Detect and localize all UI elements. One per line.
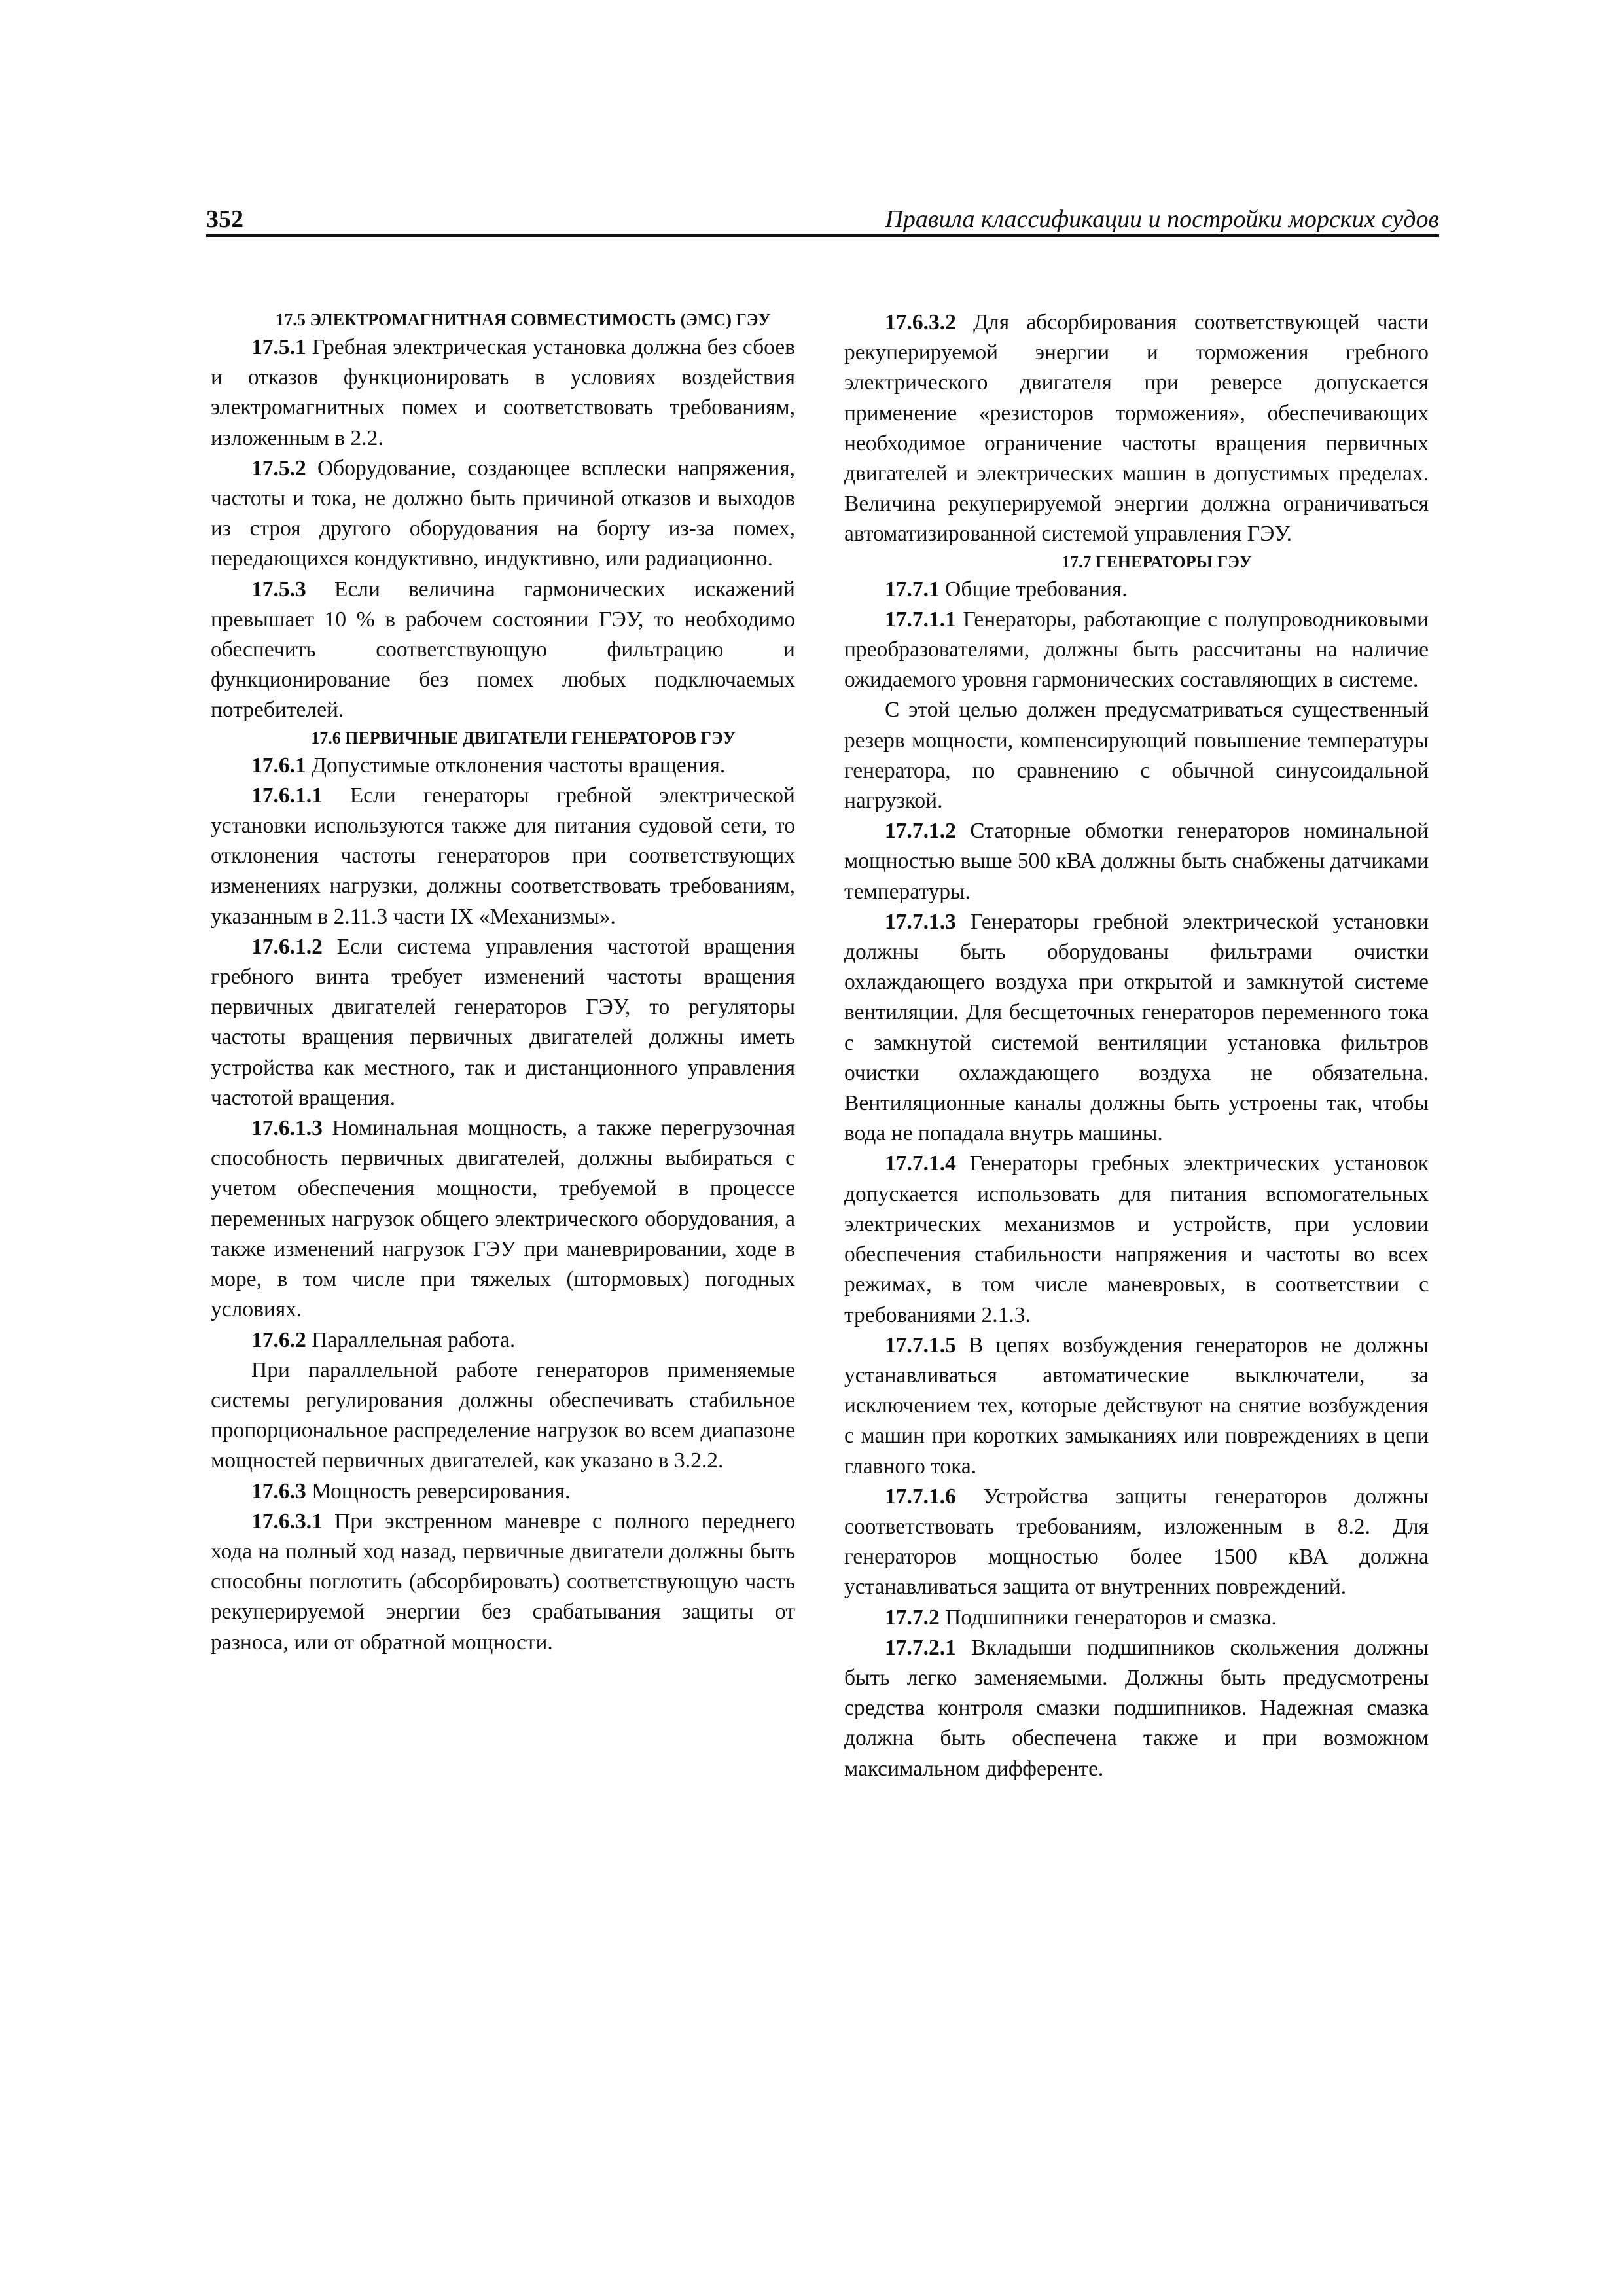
paragraph-17-6-1-2 (211, 932, 795, 1113)
paragraph-17-7-1-1-continued: С этой целью должен предусматриваться существенный резерв мощности, компенсирующий повышение температуры генератора, по сравнению с обычной синусоидальной нагрузкой. (844, 698, 1429, 814)
paragraph-17-6-1-1 (211, 781, 795, 932)
clause-number: 17.5.1 (251, 335, 306, 359)
page-number: 352 (206, 206, 243, 233)
paragraph-17-7-1-1 (844, 605, 1429, 696)
clause-number: 17.7.1.6 (885, 1484, 956, 1509)
clause-text: Оборудование, создающее всплески напряжения, частоты и тока, не должно быть причиной отказов и выходов из строя другого оборудования на борту из-за помех, передающихся кондуктивно, индуктивно, или радиационно. (211, 456, 795, 571)
section-heading-17-5: 17.5 ЭЛЕКТРОМАГНИТНАЯ СОВМЕСТИМОСТЬ (ЭМС) ГЭУ (276, 310, 771, 329)
clause-number: 17.7.1.4 (885, 1151, 956, 1176)
clause-text: При экстренном маневре с полного переднего хода на полный ход назад, первичные двигатели должны быть способны поглотить (абсорбировать) соответствующую часть рекуперируемой энергии без срабатывания защиты от разноса, или от обратной мощности. (211, 1509, 795, 1655)
clause-number: 17.6.3 (251, 1479, 306, 1503)
clause-text: Если генераторы гребной электрической установки используются также для питания судовой сети, то отклонения частоты генераторов при соответствующих изменениях нагрузки, должны соответствовать требованиям, указанным в 2.11.3 части IX «Механизмы». (211, 783, 795, 929)
clause-text: Вкладыши подшипников скольжения должны быть легко заменяемыми. Должны быть предусмотрены средства контроля смазки подшипников. Надежная смазка должна быть обеспечена также и при возможном максимальном дифференте. (844, 1635, 1429, 1781)
paragraph-17-6-2 (211, 1325, 795, 1355)
clause-text: Статорные обмотки генераторов номинальной мощностью выше 500 кВА должны быть снабжены датчиками температуры. (844, 819, 1429, 904)
clause-number: 17.6.1.1 (251, 783, 323, 808)
paragraph-17-7-1-3 (844, 907, 1429, 1149)
clause-number: 17.6.3.1 (251, 1509, 323, 1534)
paragraph-17-7-1 (844, 575, 1429, 605)
clause-text: Для абсорбирования соответствующей части рекуперируемой энергии и торможения гребного электрического двигателя при реверсе допускается применение «резисторов торможения», обеспечивающих необходимое ограничение частоты вращения первичных двигателей и электрических машин в допустимых пределах. Величина рекуперируемой энергии должна ограничиваться автоматизированной системой управления ГЭУ. (844, 310, 1429, 547)
paragraph-17-6-3 (211, 1477, 795, 1507)
paragraph-17-5-2 (211, 454, 795, 575)
clause-number: 17.7.2 (885, 1605, 940, 1630)
paragraph-17-5-3 (211, 575, 795, 726)
clause-text: В цепях возбуждения генераторов не должны устанавливаться автоматические выключатели, за исключением тех, которые действуют на снятие возбуждения с машин при коротких замыканиях или повреждениях в цепи главного тока. (844, 1333, 1429, 1479)
section-heading-17-6: 17.6 ПЕРВИЧНЫЕ ДВИГАТЕЛИ ГЕНЕРАТОРОВ ГЭУ (311, 728, 736, 747)
paragraph-17-6-3-1 (211, 1507, 795, 1658)
clause-title: Подшипники генераторов и смазка. (939, 1605, 1277, 1630)
paragraph-17-7-1-4 (844, 1149, 1429, 1330)
paragraph-17-5-1 (211, 332, 795, 454)
running-title: Правила классификации и постройки морских судов (885, 206, 1439, 233)
paragraph-17-6-3-2 (844, 308, 1429, 550)
clause-text: Если система управления частотой вращения гребного винта требует изменений частоты вращения первичных двигателей генераторов ГЭУ, то регуляторы частоты вращения первичных двигателей должны иметь устройства как местного, так и дистанционного управления частотой вращения. (211, 934, 795, 1110)
paragraph-17-6-1-3 (211, 1113, 795, 1325)
clause-title: Мощность реверсирования. (306, 1479, 571, 1503)
clause-title: Общие требования. (939, 577, 1128, 601)
paragraph-17-6-2-body: При параллельной работе генераторов применяемые системы регулирования должны обеспечивать стабильное пропорциональное распределение нагрузок во всем диапазоне мощностей первичных двигателей, как указано в 3.2.2. (211, 1357, 795, 1473)
clause-text: Генераторы гребной электрической установки должны быть оборудованы фильтрами очистки охлаждающего воздуха при открытой и замкнутой системе вентиляции. Для бесщеточных генераторов переменного тока с замкнутой системой вентиляции установка фильтров очистки охлаждающего воздуха не обязательна. Вентиляционные каналы должны быть устроены так, чтобы вода не попадала внутрь машины. (844, 909, 1429, 1146)
clause-title: Параллельная работа. (306, 1327, 516, 1352)
clause-text: Гребная электрическая установка должна без сбоев и отказов функционировать в условиях воздействия электромагнитных помех и соответствовать требованиям, изложенным в 2.2. (211, 335, 795, 450)
clause-number: 17.6.2 (251, 1327, 306, 1352)
clause-number: 17.6.1.3 (251, 1116, 323, 1141)
paragraph-17-7-1-5 (844, 1331, 1429, 1482)
clause-number: 17.6.3.2 (885, 310, 956, 334)
paragraph-17-6-1 (211, 751, 795, 781)
page-header (206, 200, 1439, 237)
clause-title: Допустимые отклонения частоты вращения. (306, 753, 726, 778)
paragraph-17-7-1-6 (844, 1482, 1429, 1603)
clause-number: 17.7.2.1 (885, 1635, 956, 1660)
right-column (844, 308, 1429, 1784)
clause-number: 17.7.1 (885, 577, 940, 601)
clause-text: Номинальная мощность, а также перегрузочная способность первичных двигателей, должны выбираться с учетом обеспечения мощности, требуемой в процессе переменных нагрузок общего электрического оборудования, а также изменений нагрузок ГЭУ при маневрировании, ходе в море, в том числе при тяжелых (штормовых) погодных условиях. (211, 1116, 795, 1322)
clause-number: 17.7.1.3 (885, 909, 956, 934)
clause-number: 17.5.3 (251, 577, 306, 601)
clause-text: Если величина гармонических искажений превышает 10 % в рабочем состоянии ГЭУ, то необходимо обеспечить соответствующую фильтрацию и функционирование без помех любых подключаемых потребителей. (211, 577, 795, 723)
clause-number: 17.7.1.1 (885, 607, 956, 632)
clause-number: 17.7.1.5 (885, 1333, 956, 1357)
clause-text: Устройства защиты генераторов должны соответствовать требованиям, изложенным в 8.2. Для генераторов мощностью более 1500 кВА должна устанавливаться защита от внутренних повреждений. (844, 1484, 1429, 1600)
paragraph-17-7-1-2 (844, 816, 1429, 907)
section-heading-17-7: 17.7 ГЕНЕРАТОРЫ ГЭУ (1061, 552, 1252, 571)
clause-number: 17.6.1 (251, 753, 306, 778)
clause-number: 17.7.1.2 (885, 819, 956, 844)
paragraph-17-7-2 (844, 1603, 1429, 1633)
clause-number: 17.6.1.2 (251, 934, 323, 959)
clause-text: Генераторы гребных электрических установок допускается использовать для питания вспомогательных электрических механизмов и устройств, при условии обеспечения стабильности напряжения и частоты во всех режимах, в том числе маневровых, в соответствии с требованиями 2.1.3. (844, 1151, 1429, 1327)
clause-number: 17.5.2 (251, 456, 306, 480)
clause-text: Генераторы, работающие с полупроводниковыми преобразователями, должны быть рассчитаны на наличие ожидаемого уровня гармонических составляющих в системе. (844, 607, 1429, 692)
paragraph-17-7-2-1 (844, 1633, 1429, 1784)
left-column (211, 308, 795, 1658)
